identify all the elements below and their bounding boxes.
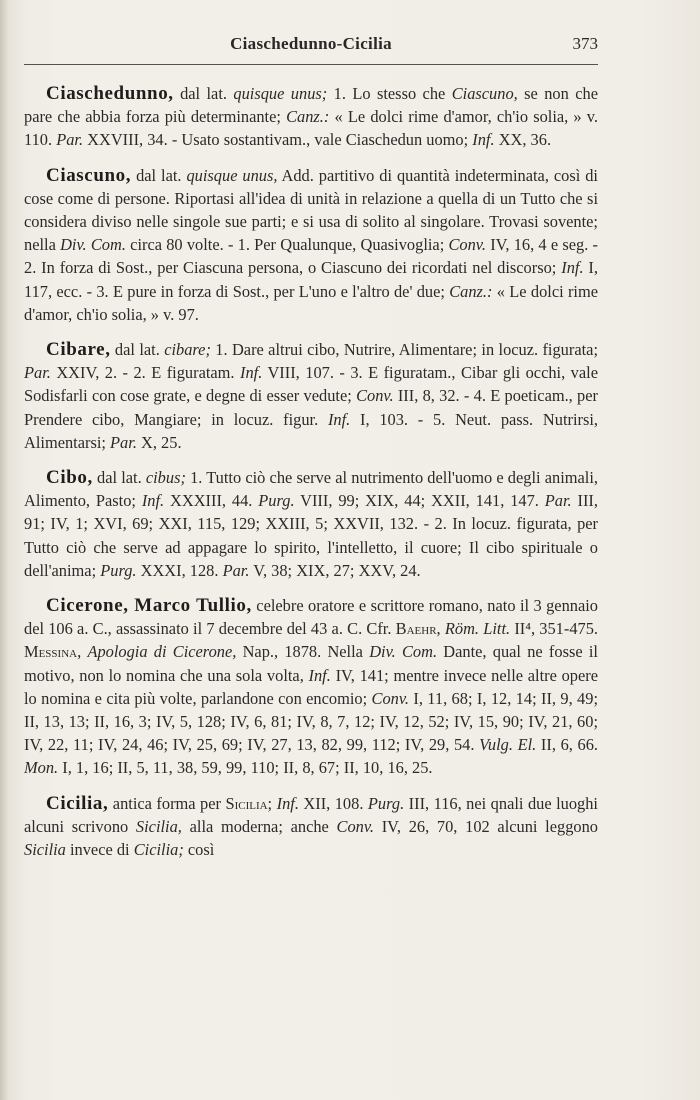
entry-text-segment: Sicilia, <box>135 816 182 836</box>
entry-text-segment: quisque unus, <box>186 165 278 185</box>
entry-text-segment: Inf. <box>327 409 351 429</box>
entry-text-segment: Div. Com. <box>60 235 126 255</box>
entry-text-segment: XXXIII, 44. <box>164 491 259 511</box>
entry-ciaschedunno <box>24 82 598 152</box>
entry-text-segment: IV, 16, 4 e seg. - 2. In forza di Sost., per Ciascuna persona, o Ciascuno dei ricordati nel discorso; <box>24 235 598 278</box>
entry-text-segment: Vulg. El. <box>479 735 537 755</box>
entry-text-segment: Inf. <box>239 363 263 383</box>
entry-text-segment: II⁴, 351-475. <box>510 619 599 639</box>
entry-text-segment: I, 103. - 5. Neut. pass. Nutrirsi, Alimentarsi; <box>24 409 598 452</box>
page-header <box>24 34 598 60</box>
entry-cicilia <box>24 792 598 862</box>
entry-text-segment: quisque unus; <box>233 84 328 103</box>
entry-text-segment: « Le dolci rime d'amor, ch'io solia, » v. 110. <box>24 107 598 150</box>
entry-text-segment: cibare; <box>164 340 211 360</box>
entry-text-segment: cibus; <box>145 468 186 488</box>
entry-text-segment: Inf. <box>561 258 584 278</box>
entry-text-segment: III, 8, 32. - 4. E poeticam., per Prendere cibo, Mangiare; in locuz. figur. <box>24 386 598 429</box>
entry-text-segment: Canz.: <box>286 107 330 127</box>
entry-text-segment: antica forma per <box>108 793 226 813</box>
entry-text-segment: celebre oratore e scrittore romano, nato il 3 gennaio del 106 a. C., assassinato il 7 decembre del 43 a. C. Cfr. <box>24 596 599 639</box>
entry-text-segment: Sicilia; <box>225 793 273 813</box>
page-number: 373 <box>572 34 598 53</box>
entry-text-segment: V, 38; XIX, 27; XXV, 24. <box>249 560 421 580</box>
entry-text-segment: Apologia di Cicerone, <box>87 642 237 662</box>
entry-text-segment: Canz.: <box>449 281 493 301</box>
entry-text-segment: Ciascuno, <box>451 84 518 103</box>
entry-text-segment: Par. <box>24 363 51 383</box>
entry-text-segment: IV, 26, 70, 102 alcuni leggono <box>374 816 598 836</box>
entry-text-segment: Sicilia <box>24 840 66 860</box>
entry-text-segment: Conv. <box>448 235 486 255</box>
entry-text-segment: Conv. <box>336 816 375 836</box>
entry-text-segment: VIII, 107. - 3. E figuratam., Cibar gli occhi, vale Sodisfarli con cose grate, e degne di esser vedute; <box>24 363 598 406</box>
entry-headword: Cicerone, Marco Tullio, <box>46 595 252 617</box>
entry-text-segment: « Le dolci rime d'amor, ch'io solia, » v. 97. <box>24 281 598 324</box>
entry-cicerone <box>24 594 598 780</box>
entry-text-segment: dal lat. <box>173 84 234 103</box>
entry-text-segment: Purg. <box>100 560 137 580</box>
entry-text-segment: III, 116, nei qnali due luoghi alcuni scrivono <box>24 793 598 836</box>
entry-text-segment: X, 25. <box>136 432 182 452</box>
entry-text-segment: Inf. <box>308 665 331 685</box>
entry-text-segment: Mon. <box>24 758 59 778</box>
entry-text-segment: se non che pare che abbia forza più determinante; <box>24 84 598 127</box>
entry-text-segment: 1. Dare altrui cibo, Nutrire, Alimentare; in locuz. figurata; <box>210 340 598 360</box>
entry-text-segment: Röm. Litt. <box>444 619 511 639</box>
entry-text-segment: Div. Com. <box>369 642 438 662</box>
entry-text-segment: Conv. <box>371 688 409 708</box>
entry-text-segment: 1. Tutto ciò che serve al nutrimento dell'uomo e degli animali, Alimento, Pasto; <box>24 468 598 511</box>
entry-text-segment: Nap., 1878. Nella <box>236 642 370 662</box>
running-head: Ciaschedunno-Cicilia <box>230 34 392 53</box>
entry-text-segment: 1. Lo stesso che <box>327 84 452 103</box>
entry-text-segment: IV, 141; mentre invece nelle altre opere lo nomina e cita più volte, parlandone con encomio; <box>24 665 598 708</box>
entry-text-segment: così <box>183 840 215 860</box>
entry-text-segment: alla moderna; anche <box>181 816 337 836</box>
entry-text-segment: Inf. <box>276 793 299 813</box>
entry-text-segment: Dante, qual ne fosse il motivo, non lo nomina che una sola volta, <box>24 642 598 685</box>
entry-text-segment: Inf. <box>141 491 165 511</box>
entry-text-segment: Conv. <box>356 386 394 406</box>
entry-text-segment: dal lat. <box>110 340 165 360</box>
entry-cibo <box>24 466 598 582</box>
entry-headword: Cibo, <box>46 467 93 489</box>
entry-text-segment: Par. <box>544 491 572 511</box>
entry-headword: Ciaschedunno, <box>46 83 174 104</box>
entry-text-segment: I, 117, ecc. - 3. E pure in forza di Sost., per L'uno e l'altro de' due; <box>24 258 598 301</box>
entry-text-segment: XX, 36. <box>494 130 552 150</box>
entry-text-segment: Par. <box>110 432 137 452</box>
entry-text-segment: Purg. <box>258 491 295 511</box>
entry-text-segment: dal lat. <box>131 165 187 185</box>
entry-cibare <box>24 338 598 454</box>
entry-text-segment: I, 1, 16; II, 5, 11, 38, 59, 99, 110; II, 8, 67; II, 10, 16, 25. <box>58 758 433 778</box>
entry-ciascuno <box>24 164 598 326</box>
entry-text-segment: invece di <box>65 840 134 860</box>
header-rule <box>24 64 598 65</box>
entry-text-segment: Inf. <box>472 130 495 150</box>
entry-text-segment: Par. <box>56 130 84 150</box>
entry-text-segment: Par. <box>222 560 250 580</box>
entry-text-segment: Baehr, <box>395 619 441 639</box>
entry-text-segment: I, 11, 68; I, 12, 14; II, 9, 49; II, 13, 13; II, 16, 3; IV, 5, 128; IV, 6, 81; IV, 8, 7, 12; IV, 12, 52; IV, 15, 90; IV, 21, 60; IV, 22, 11; IV, 24, 46; IV, 25, 69; IV, 27, 13, 82, 99, 112; IV, 29, 54. <box>24 688 598 755</box>
entry-headword: Ciascuno, <box>46 164 132 186</box>
entry-text-segment: XXIV, 2. - 2. E figuratam. <box>50 363 240 383</box>
entry-text-segment: III, 91; IV, 1; XVI, 69; XXI, 115, 129; XXIII, 5; XXVII, 132. - 2. In locuz. figurata, per Tutto ciò che serve ad appagare lo spirito, l'intelletto, il cuore; Il cibo spirituale o dell'anima; <box>24 491 598 580</box>
entry-text-segment: Cicilia; <box>133 840 184 860</box>
entry-text-segment: XXXI, 128. <box>136 560 223 580</box>
entry-text-segment: Add. partitivo di quantità indeterminata, così di cose come di persone. Riportasi all'idea di unità in relazione a quella di un Tutto che si considera diviso nelle singole sue parti; e si usa di solito al singolare. Trovasi sovente; nella <box>24 165 598 255</box>
entry-text-segment: XII, 108. <box>298 793 368 813</box>
entry-text-segment: XXVIII, 34. - Usato sostantivam., vale Ciaschedun uomo; <box>83 130 473 150</box>
entry-headword: Cibare, <box>46 339 111 361</box>
entry-text-segment: VIII, 99; XIX, 44; XXII, 141, 147. <box>294 491 545 511</box>
entry-text-segment: Purg. <box>367 793 405 813</box>
entry-headword: Cicilia, <box>46 792 109 814</box>
entry-text-segment: Messina, <box>24 642 82 662</box>
entry-text-segment: II, 6, 66. <box>536 735 598 755</box>
page-gutter-shadow <box>0 0 8 1100</box>
dictionary-entries <box>24 82 598 873</box>
entry-text-segment: dal lat. <box>92 468 146 488</box>
entry-text-segment: circa 80 volte. - 1. Per Qualunque, Quasivoglia; <box>125 235 449 255</box>
